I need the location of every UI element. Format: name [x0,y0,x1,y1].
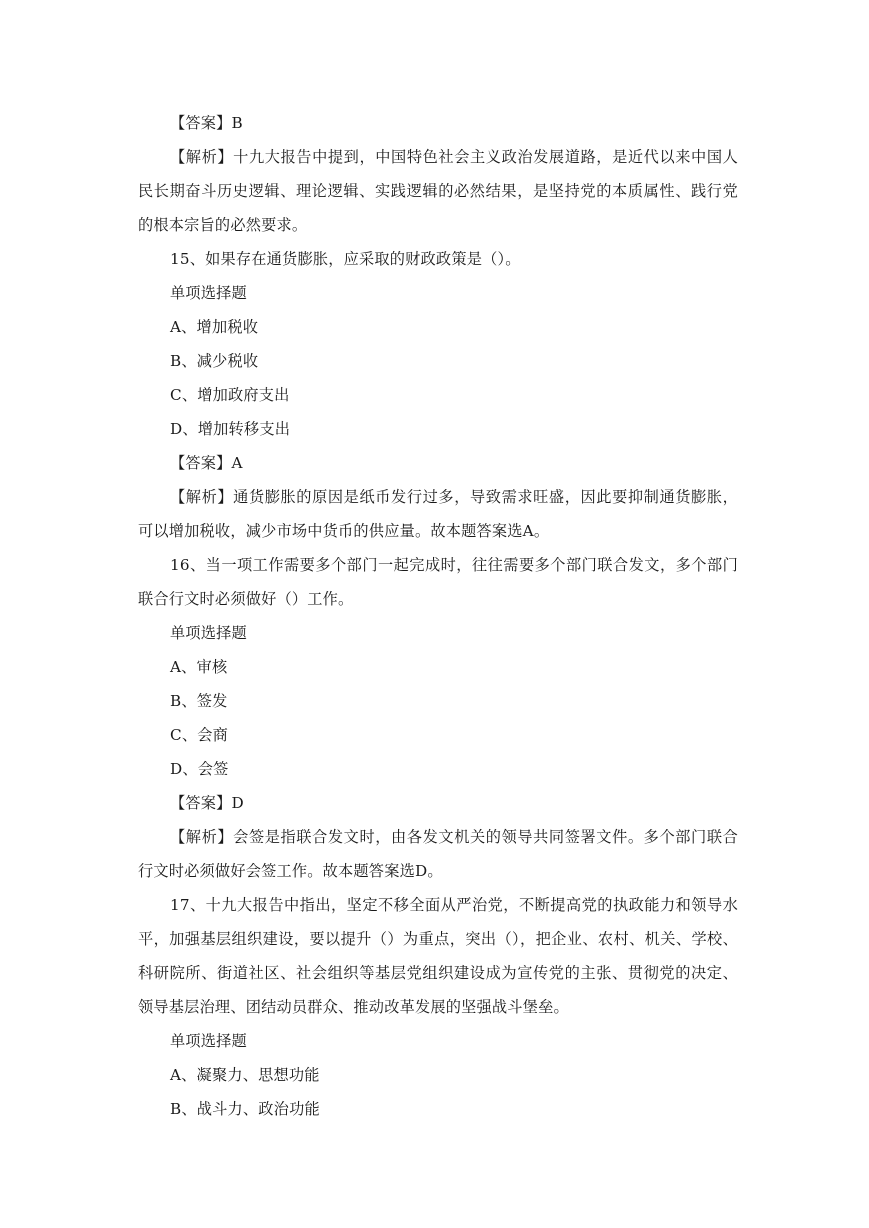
q17-option-a: A、凝聚力、思想功能 [170,1066,320,1084]
q16-option-b: B、签发 [170,692,228,710]
q15-answer: 【答案】A [170,454,243,472]
q15-analysis: 【解析】通货膨胀的原因是纸币发行过多，导致需求旺盛，因此要抑制通货膨胀，可以增加税收，减少市场中货币的供应量。故本题答案选A。 [138,488,738,540]
q15-option-b: B、减少税收 [170,352,259,370]
q16-question: 16、当一项工作需要多个部门一起完成时，往往需要多个部门联合发文，多个部门联合行文时必须做好（）工作。 [138,556,738,608]
q16-option-c: C、会商 [170,726,228,744]
q15-question: 15、如果存在通货膨胀，应采取的财政政策是（）。 [170,250,521,268]
q15-option-a: A、增加税收 [170,318,259,336]
q15-option-c: C、增加政府支出 [170,386,290,404]
q16-option-a: A、审核 [170,658,228,676]
q17-type: 单项选择题 [170,1032,247,1050]
q15-option-d: D、增加转移支出 [170,420,291,438]
q16-analysis: 【解析】会签是指联合发文时，由各发文机关的领导共同签署文件。多个部门联合行文时必须做好会签工作。故本题答案选D。 [138,828,738,880]
q15-type: 单项选择题 [170,284,247,302]
q16-option-d: D、会签 [170,760,229,778]
q14-analysis: 【解析】十九大报告中提到，中国特色社会主义政治发展道路，是近代以来中国人民长期奋斗历史逻辑、理论逻辑、实践逻辑的必然结果，是坚持党的本质属性、践行党的根本宗旨的必然要求。 [138,148,738,234]
q16-type: 单项选择题 [170,624,247,642]
q17-question: 17、十九大报告中指出，坚定不移全面从严治党，不断提高党的执政能力和领导水平，加强基层组织建设，要以提升（）为重点，突出（），把企业、农村、机关、学校、科研院所、街道社区、社会组织等基层党组织建设成为宣传党的主张、贯彻党的决定、领导基层治理、团结动员群众、推动改革发展的坚强战斗堡垒。 [138,896,738,1016]
q14-answer: 【答案】B [170,114,243,132]
q16-answer: 【答案】D [170,794,244,812]
q17-option-b: B、战斗力、政治功能 [170,1100,320,1118]
